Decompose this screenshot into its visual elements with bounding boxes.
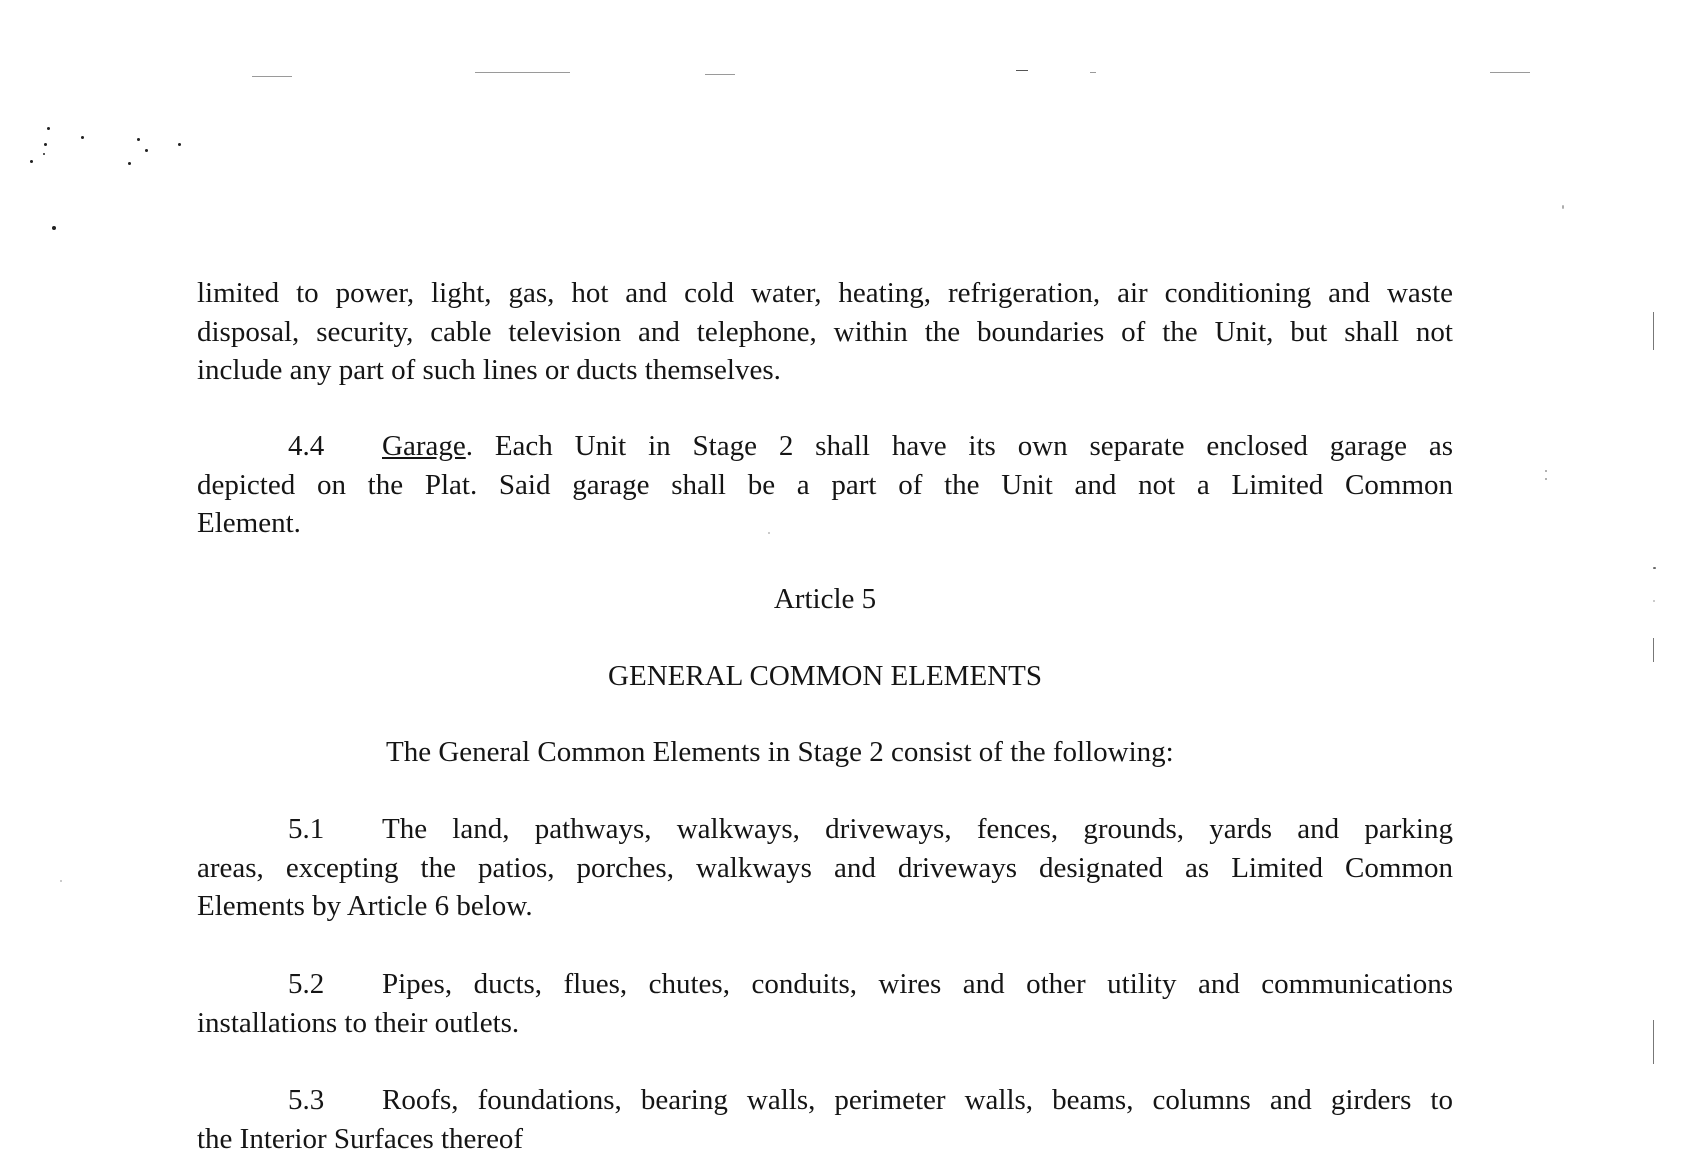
section-number: 5.1 — [288, 810, 382, 849]
section-text: The land, pathways, walkways, driveways, fences, grounds, yards and parking — [382, 813, 1453, 845]
paragraph-line — [197, 1081, 1453, 1120]
scan-speck — [128, 162, 131, 165]
scan-dash — [1490, 72, 1530, 73]
section-5-1 — [197, 810, 1453, 926]
scan-speck — [1545, 470, 1547, 472]
scan-speck — [137, 138, 140, 141]
scan-line — [1653, 312, 1654, 350]
scan-speck — [81, 136, 84, 139]
scan-speck — [1653, 600, 1655, 602]
section-text: Pipes, ducts, flues, chutes, conduits, wires and other utility and communications — [382, 968, 1453, 1000]
paragraph-line — [197, 965, 1453, 1004]
scan-speck — [1545, 478, 1547, 480]
scan-speck — [145, 149, 148, 152]
paragraph-line: limited to power, light, gas, hot and cold water, heating, refrigeration, air conditioning and waste — [197, 274, 1453, 313]
section-number: 5.3 — [288, 1081, 382, 1120]
section-number: 5.2 — [288, 965, 382, 1004]
scan-line — [1653, 1020, 1654, 1064]
scan-dash — [252, 76, 292, 77]
paragraph-line: installations to their outlets. — [197, 1004, 1453, 1043]
scan-line — [1653, 638, 1654, 662]
paragraph-line: Element. — [197, 504, 1453, 543]
scan-dash — [1016, 70, 1028, 71]
paragraph-line: areas, excepting the patios, porches, walkways and driveways designated as Limited Common — [197, 849, 1453, 888]
scan-dash — [705, 74, 735, 75]
paragraph-line: the Interior Surfaces thereof — [197, 1120, 1453, 1158]
continuation-paragraph — [197, 274, 1453, 390]
scan-speck — [43, 153, 45, 155]
section-text: Roofs, foundations, bearing walls, perimeter walls, beams, columns and girders to — [382, 1084, 1453, 1116]
scan-speck — [44, 143, 47, 146]
scan-speck — [178, 143, 181, 146]
scan-speck — [1653, 567, 1656, 569]
paragraph-line — [197, 810, 1453, 849]
section-4-4 — [197, 427, 1453, 543]
section-number: 4.4 — [288, 427, 382, 466]
section-text: . Each Unit in Stage 2 shall have its own separate enclosed garage as — [466, 430, 1453, 462]
paragraph-line — [197, 427, 1453, 466]
scan-speck — [60, 880, 62, 882]
scan-speck — [1562, 205, 1564, 209]
paragraph-line: depicted on the Plat. Said garage shall be a part of the Unit and not a Limited Common — [197, 466, 1453, 505]
scan-speck — [30, 160, 33, 163]
scan-dash — [1090, 72, 1096, 73]
scan-speck — [47, 127, 50, 130]
paragraph-line: disposal, security, cable television and telephone, within the boundaries of the Unit, but shall not — [197, 313, 1453, 352]
scan-speck — [52, 226, 56, 230]
section-5-2 — [197, 965, 1453, 1042]
article-title: GENERAL COMMON ELEMENTS — [197, 657, 1453, 695]
article-label: Article 5 — [197, 580, 1453, 618]
paragraph-line: include any part of such lines or ducts themselves. — [197, 351, 1453, 390]
paragraph-line: Elements by Article 6 below. — [197, 887, 1453, 926]
section-heading: Garage — [382, 430, 466, 462]
scan-dash — [475, 72, 570, 73]
article-intro: The General Common Elements in Stage 2 consist of the following: — [386, 733, 1174, 771]
